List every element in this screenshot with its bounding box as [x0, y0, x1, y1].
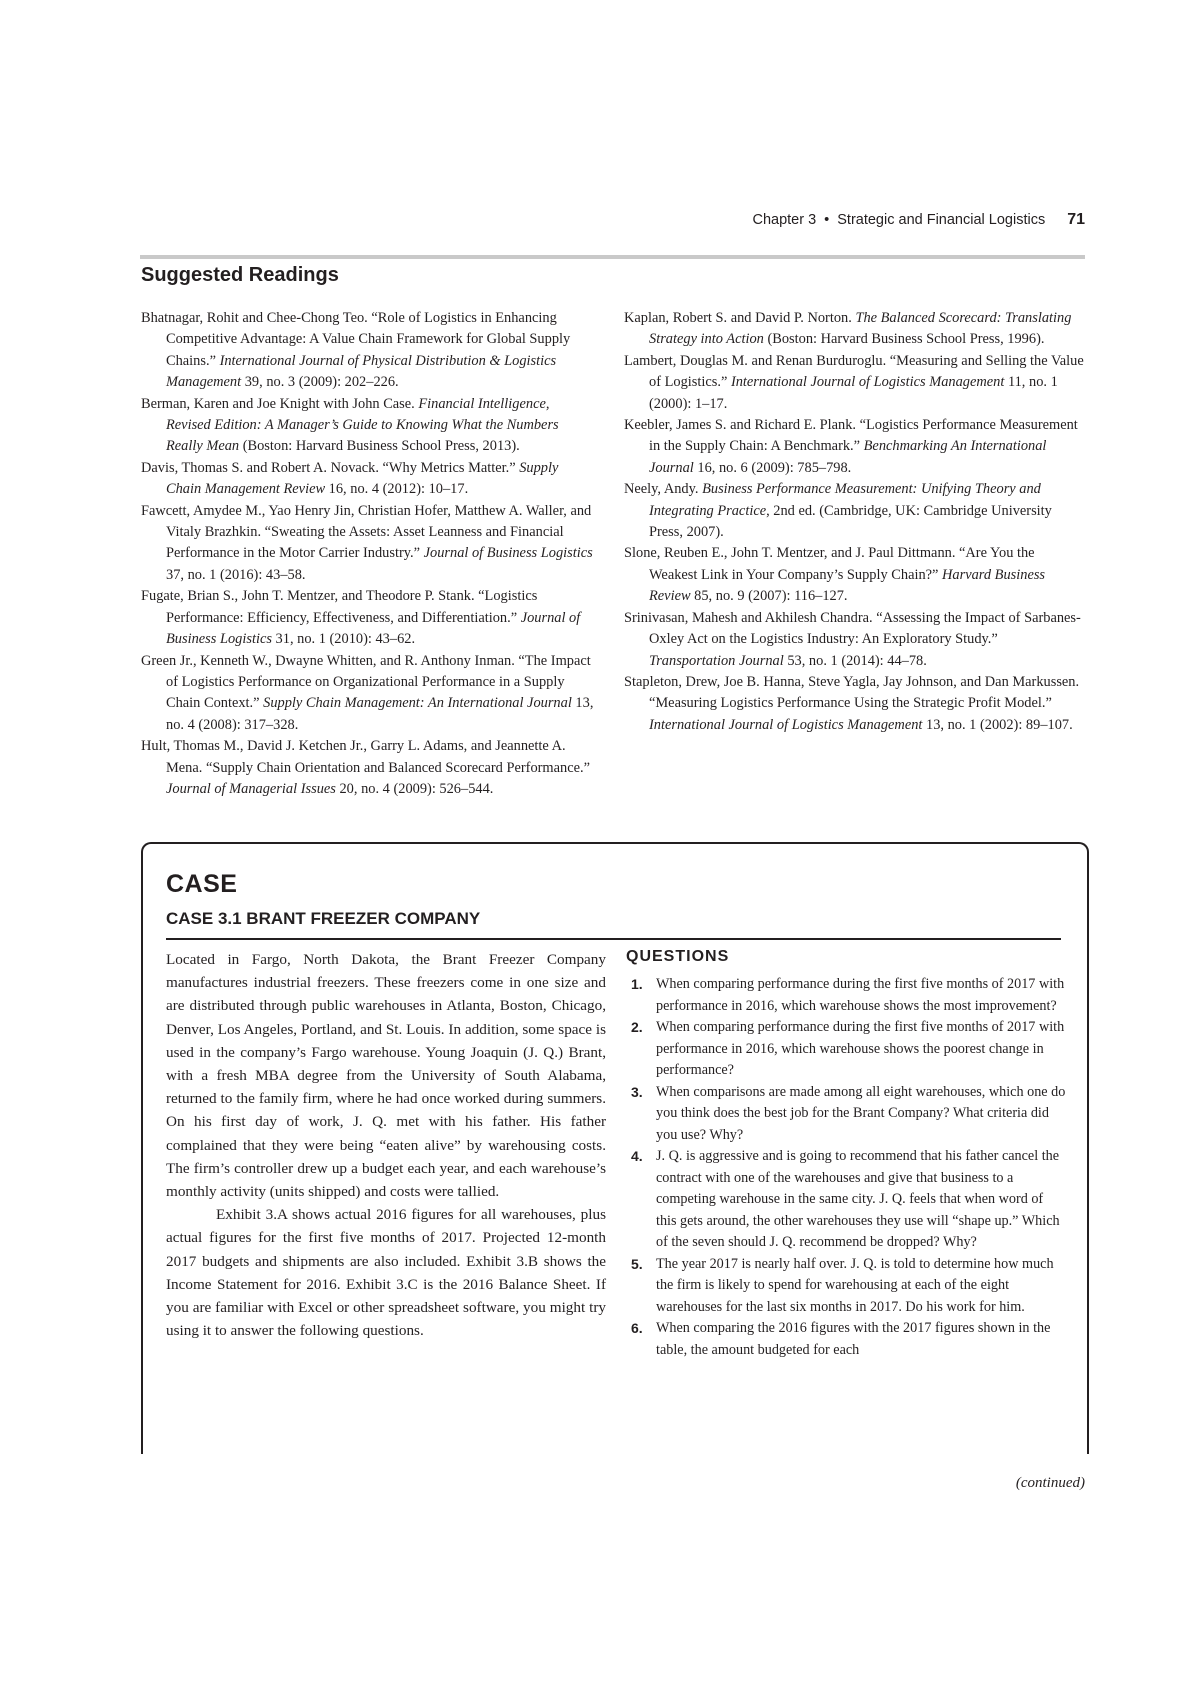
question-number: 2. — [631, 1019, 643, 1035]
reading-source: International Journal of Physical Distribution & Logistics Management — [166, 352, 557, 391]
question-text: When comparing the 2016 figures with the 2017 figures shown in the table, the amount budgeted for each — [656, 1320, 1051, 1358]
reading-citation: , 2nd ed. (Cambridge, UK: Cambridge University Press, 2007). — [649, 502, 1052, 541]
reading-citation: 11, no. 1 (2000): 1–17. — [649, 374, 1058, 412]
continued-text: (continued) — [1015, 1475, 1085, 1491]
reading-text: Hult, Thomas M., David J. Ketchen Jr., Garry L. Adams, and Jeannette A. Mena. “Supply Chain Orientation and Balanced Scorecard Performance.” — [141, 738, 590, 776]
header-rule — [140, 255, 1085, 259]
question-item — [626, 1146, 1066, 1254]
reading-source: Harvard Business Review — [649, 566, 1046, 605]
reading-entry — [624, 308, 1086, 351]
reading-source: International Journal of Logistics Management — [649, 716, 923, 733]
continued-note — [700, 1475, 1085, 1492]
question-item — [626, 1082, 1066, 1147]
reading-text: Neely, Andy. — [624, 481, 703, 498]
reading-entry — [141, 736, 596, 800]
reading-source: Supply Chain Management Review — [166, 459, 559, 498]
running-head — [140, 211, 1085, 229]
reading-entry — [141, 651, 596, 737]
reading-text: Fugate, Brian S., John T. Mentzer, and Theodore P. Stank. “Logistics Performance: Efficiency, Effectiveness, and Differentiation.” — [141, 588, 538, 626]
reading-text: Lambert, Douglas M. and Renan Burduroglu. “Measuring and Selling the Value of Logistics.” — [624, 352, 1084, 391]
reading-citation: 31, no. 1 (2010): 43–62. — [271, 631, 416, 648]
suggested-readings — [141, 308, 1086, 800]
reading-entry — [141, 308, 596, 394]
case-paragraph: Located in Fargo, North Dakota, the Brant Freezer Company manufactures industrial freezers. These freezers come in one size and are distributed through public warehouses in Atlanta, Boston, Chicago, Denver, Los Angeles, Portland, and St. Louis. In addition, some space is used in the company’s Fargo warehouse. Young Joaquin (J. Q.) Brant, with a fresh MBA degree from the University of South Alabama, returned to the family firm, where he had once worked during summers. On his first day of work, J. Q. met with his father. His father complained that they were being “eaten alive” by warehousing costs. The firm’s controller drew up a budget each year, and each warehouse’s monthly activity (units shipped) and costs were tallied. — [166, 951, 606, 1201]
header-separator: • — [824, 212, 830, 228]
chapter-number: Chapter 3 — [752, 212, 817, 228]
reading-entry — [141, 586, 596, 650]
reading-citation: 13, no. 4 (2008): 317–328. — [166, 695, 594, 733]
case-paragraph: Exhibit 3.A shows actual 2016 figures for all warehouses, plus actual figures for the first five months of 2017. Projected 12-month 2017 budgets and shipments are also included. Exhibit 3.B shows the Income Statement for 2016. Exhibit 3.C is the 2016 Balance Sheet. If you are familiar with Excel or other spreadsheet software, you might try using it to answer the following questions. — [166, 1206, 606, 1340]
question-number: 5. — [631, 1255, 643, 1272]
reading-entry — [141, 501, 596, 587]
reading-source: The Balanced Scorecard: Translating Strategy into Action — [649, 310, 1072, 348]
reading-citation: 39, no. 3 (2009): 202–226. — [241, 374, 399, 391]
readings-left-column — [141, 308, 596, 800]
reading-citation: (Boston: Harvard Business School Press, 1996). — [763, 331, 1045, 348]
reading-text: Keebler, James S. and Richard E. Plank. “Logistics Performance Measurement in the Supply Chain: A Benchmark.” — [624, 417, 1078, 455]
reading-source: Transportation Journal — [649, 652, 784, 669]
reading-text: Davis, Thomas S. and Robert A. Novack. “Why Metrics Matter.” — [141, 459, 520, 476]
reading-source: Business Performance Measurement: Unifying Theory and Integrating Practice — [649, 481, 1041, 519]
reading-citation: 37, no. 1 (2016): 43–58. — [166, 566, 306, 583]
reading-text: Slone, Reuben E., John T. Mentzer, and J. Paul Dittmann. “Are You the Weakest Link in Your Company’s Supply Chain?” — [624, 545, 1035, 583]
reading-text: Berman, Karen and Joe Knight with John Case. — [141, 395, 419, 412]
reading-source: Financial Intelligence, Revised Edition: A Manager’s Guide to Knowing What the Numbers Really Mean — [166, 395, 559, 455]
question-item — [626, 974, 1066, 1017]
readings-right-column — [624, 308, 1086, 800]
question-item — [626, 1318, 1066, 1361]
reading-citation: 85, no. 9 (2007): 116–127. — [690, 588, 848, 605]
reading-citation: 20, no. 4 (2009): 526–544. — [335, 780, 494, 797]
question-text: When comparisons are made among all eight warehouses, which one do you think does the best job for the Brant Company? What criteria did you use? Why? — [656, 1083, 1066, 1143]
reading-source: Journal of Business Logistics — [166, 609, 581, 648]
question-text: When comparing performance during the first five months of 2017 with performance in 2016, which warehouse shows the poorest change in performance? — [656, 1019, 1065, 1078]
case-body — [166, 948, 606, 1342]
reading-citation: 53, no. 1 (2014): 44–78. — [783, 652, 927, 669]
reading-citation: 16, no. 4 (2012): 10–17. — [325, 481, 469, 498]
reading-citation: 13, no. 1 (2002): 89–107. — [922, 716, 1073, 733]
reading-entry — [624, 543, 1086, 607]
question-number: 1. — [631, 976, 643, 992]
questions-title: QUESTIONS — [626, 948, 730, 965]
case-title-rule — [166, 938, 1061, 940]
questions-list — [626, 974, 1066, 1361]
questions-section — [626, 948, 1066, 1361]
question-number: 6. — [631, 1320, 643, 1336]
page-number: 71 — [1067, 211, 1085, 228]
reading-entry — [624, 672, 1086, 736]
reading-source: International Journal of Logistics Management — [730, 374, 1005, 391]
question-item — [626, 1017, 1066, 1082]
reading-source: Journal of Business Logistics — [423, 545, 593, 562]
question-number: 4. — [631, 1148, 643, 1164]
question-text: When comparing performance during the first five months of 2017 with performance in 2016, which warehouse shows the most improvement? — [656, 976, 1065, 1014]
reading-text: Stapleton, Drew, Joe B. Hanna, Steve Yagla, Jay Johnson, and Dan Markussen. “Measuring Logistics Performance Using the Strategic Profit Model.” — [624, 673, 1080, 712]
reading-source: Supply Chain Management: An International Journal — [263, 695, 572, 712]
reading-entry — [141, 394, 596, 458]
reading-source: Journal of Managerial Issues — [166, 780, 336, 797]
reading-entry — [624, 351, 1086, 415]
reading-text: Fawcett, Amydee M., Yao Henry Jin, Christian Hofer, Matthew A. Waller, and Vitaly Brazhkin. “Sweating the Assets: Asset Leanness and Financial Performance in the Motor Carrier Industry.” — [141, 502, 592, 562]
question-text: J. Q. is aggressive and is going to recommend that his father cancel the contract with one of the warehouses and give that business to a competing warehouse in the same city. J. Q. feels that when word of this gets around, the other warehouses they use will “shape up.” Which of the seven should J. Q. recommend be dropped? Why? — [656, 1148, 1060, 1250]
suggested-readings-title: Suggested Readings — [141, 264, 339, 286]
reading-text: Green Jr., Kenneth W., Dwayne Whitten, and R. Anthony Inman. “The Impact of Logistics Performance on Organizational Performance in a Supply Chain Context.” — [141, 652, 591, 712]
chapter-title: Strategic and Financial Logistics — [837, 212, 1046, 228]
case-title: CASE 3.1 BRANT FREEZER COMPANY — [166, 909, 481, 928]
reading-source: Benchmarking An International Journal — [649, 438, 1047, 476]
reading-text: Bhatnagar, Rohit and Chee-Chong Teo. “Role of Logistics in Enhancing Competitive Advantage: A Value Chain Framework for Global Supply Chains.” — [141, 310, 571, 369]
reading-citation: (Boston: Harvard Business School Press, 2013). — [239, 438, 520, 455]
reading-entry — [624, 608, 1086, 672]
reading-text: Kaplan, Robert S. and David P. Norton. — [624, 310, 856, 326]
reading-entry — [624, 479, 1086, 543]
reading-citation: 16, no. 6 (2009): 785–798. — [693, 459, 852, 476]
reading-entry — [624, 415, 1086, 479]
question-item — [626, 1254, 1066, 1319]
question-number: 3. — [631, 1083, 643, 1100]
reading-text: Srinivasan, Mahesh and Akhilesh Chandra. “Assessing the Impact of Sarbanes-Oxley Act on the Logistics Industry: An Exploratory Study.” — [624, 609, 1081, 648]
case-label: CASE — [166, 870, 238, 898]
reading-entry — [141, 458, 596, 501]
question-text: The year 2017 is nearly half over. J. Q. is told to determine how much the firm is likely to spend for warehousing at each of the eight warehouses for the last six months in 2017. Do his work for him. — [656, 1255, 1054, 1315]
